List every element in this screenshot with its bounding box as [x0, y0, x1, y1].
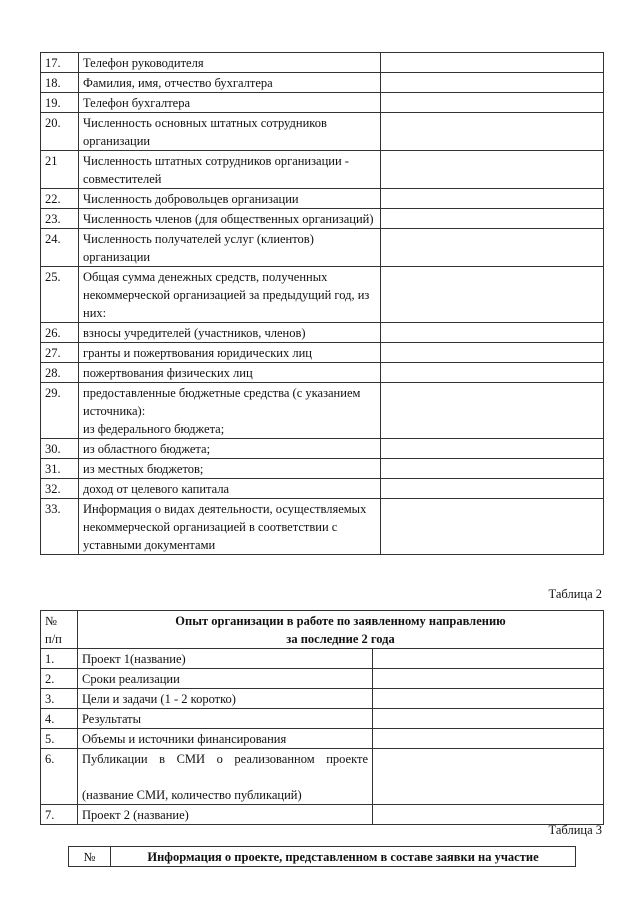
header-title-cell: Информация о проекте, представленном в составе заявки на участие [111, 847, 576, 867]
row-label [79, 499, 381, 555]
row-label [79, 151, 381, 189]
row-label-text: Телефон руководителя [83, 56, 204, 70]
row-value-field[interactable] [381, 343, 604, 363]
header-num-cell: № [69, 847, 111, 867]
header-num-cell [41, 611, 78, 649]
row-label-text: Информация о видах деятельности, осуществляемых некоммерческой организацией в соответствии с уставными документами [83, 502, 367, 552]
row-label-text-2: из федерального бюджета; [83, 422, 225, 436]
table-row [41, 729, 604, 749]
row-value-field[interactable] [381, 499, 604, 555]
header-title-line1: Опыт организации в работе по заявленному направлению [175, 614, 506, 628]
row-label-text: взносы учредителей (участников, членов) [83, 326, 306, 340]
row-value-field[interactable] [381, 479, 604, 499]
row-label [79, 479, 381, 499]
row-number: 33. [41, 499, 79, 555]
table-row [41, 113, 604, 151]
row-label-text: гранты и пожертвования юридических лиц [83, 346, 312, 360]
table-row [41, 805, 604, 825]
row-label-text: доход от целевого капитала [83, 482, 230, 496]
row-label [79, 459, 381, 479]
row-number: 17. [41, 53, 79, 73]
row-number: 24. [41, 229, 79, 267]
row-number: 28. [41, 363, 79, 383]
row-label-text: из областного бюджета; [83, 442, 211, 456]
row-label-text: Телефон бухгалтера [83, 96, 191, 110]
row-number: 7. [41, 805, 78, 825]
organization-info-table [40, 52, 604, 555]
row-value-field[interactable] [373, 749, 604, 805]
row-label-text: Проект 2 (название) [82, 808, 189, 822]
table-row [41, 189, 604, 209]
row-label [79, 229, 381, 267]
row-value-field[interactable] [381, 93, 604, 113]
table-header-row [69, 847, 576, 867]
row-number: 31. [41, 459, 79, 479]
row-label [79, 383, 381, 439]
row-label-text: Фамилия, имя, отчество бухгалтера [83, 76, 273, 90]
row-number: 6. [41, 749, 78, 805]
row-label-text: Численность членов (для общественных организаций) [83, 212, 374, 226]
table-header-row [41, 611, 604, 649]
row-number: 19. [41, 93, 79, 113]
row-number: 18. [41, 73, 79, 93]
row-label-text: Общая сумма денежных средств, полученных некоммерческой организацией за предыдущий год, из них: [83, 270, 370, 320]
row-number: 32. [41, 479, 79, 499]
row-label [79, 323, 381, 343]
table-row [41, 749, 604, 805]
row-number: 5. [41, 729, 78, 749]
table-row [41, 499, 604, 555]
row-label [78, 749, 373, 805]
row-label [78, 669, 373, 689]
table-row [41, 229, 604, 267]
row-label-text: Численность получателей услуг (клиентов) организации [83, 232, 314, 264]
table-row [41, 363, 604, 383]
row-label [79, 113, 381, 151]
table-row [41, 209, 604, 229]
row-value-field[interactable] [381, 53, 604, 73]
table-row [41, 151, 604, 189]
row-label-text: пожертвования физических лиц [83, 366, 253, 380]
table-row [41, 689, 604, 709]
row-label-text: Численность добровольцев организации [83, 192, 299, 206]
row-label-text: Численность штатных сотрудников организации - совместителей [83, 154, 349, 186]
row-number: 20. [41, 113, 79, 151]
row-label-text: предоставленные бюджетные средства (с указанием источника): [83, 386, 361, 418]
row-label-text: Проект 1(название) [82, 652, 186, 666]
table-row [41, 669, 604, 689]
row-number: 30. [41, 439, 79, 459]
row-label-text: из местных бюджетов; [83, 462, 204, 476]
row-label-text: Численность основных штатных сотрудников организации [83, 116, 327, 148]
row-value-field[interactable] [373, 649, 604, 669]
header-num-line2: п/п [45, 632, 62, 646]
row-label [78, 649, 373, 669]
row-label [79, 189, 381, 209]
table-row [41, 93, 604, 113]
table-row [41, 267, 604, 323]
row-number: 22. [41, 189, 79, 209]
table-row [41, 53, 604, 73]
row-label [79, 439, 381, 459]
header-title-cell [78, 611, 604, 649]
table-row [41, 323, 604, 343]
row-number: 21 [41, 151, 79, 189]
row-value-field[interactable] [373, 689, 604, 709]
row-label [79, 209, 381, 229]
row-label-text: Объемы и источники финансирования [82, 732, 287, 746]
row-value-field[interactable] [381, 189, 604, 209]
table-row [41, 649, 604, 669]
table2-caption: Таблица 2 [548, 587, 602, 601]
row-number: 25. [41, 267, 79, 323]
row-label-text: Результаты [82, 712, 142, 726]
table-row [41, 383, 604, 439]
row-number: 1. [41, 649, 78, 669]
table3-caption: Таблица 3 [548, 823, 602, 837]
row-value-field[interactable] [373, 669, 604, 689]
table-row [41, 73, 604, 93]
row-value-field[interactable] [381, 459, 604, 479]
row-label [79, 73, 381, 93]
row-label-text: Цели и задачи (1 - 2 коротко) [82, 692, 236, 706]
row-label-text-2: (название СМИ, количество публикаций) [82, 788, 302, 802]
experience-table [40, 610, 604, 825]
row-label [79, 93, 381, 113]
row-label [78, 709, 373, 729]
row-value-field[interactable] [381, 363, 604, 383]
table-row [41, 479, 604, 499]
row-number: 23. [41, 209, 79, 229]
header-title-line2: за последние 2 года [286, 632, 395, 646]
row-value-field[interactable] [381, 439, 604, 459]
row-label-text: Публикации в СМИ о реализованном проекте [82, 752, 368, 766]
row-value-field[interactable] [381, 151, 604, 189]
row-label [78, 689, 373, 709]
row-number: 2. [41, 669, 78, 689]
row-value-field[interactable] [381, 229, 604, 267]
row-value-field[interactable] [381, 323, 604, 343]
table-row [41, 709, 604, 729]
row-value-field[interactable] [373, 709, 604, 729]
table-row [41, 439, 604, 459]
row-number: 4. [41, 709, 78, 729]
row-label [79, 267, 381, 323]
project-info-table [68, 846, 576, 867]
row-value-field[interactable] [381, 209, 604, 229]
row-number: 3. [41, 689, 78, 709]
row-value-field[interactable] [381, 73, 604, 93]
row-number: 29. [41, 383, 79, 439]
table-row [41, 343, 604, 363]
row-label [78, 805, 373, 825]
header-num-line1: № [45, 614, 57, 628]
row-label [78, 729, 373, 749]
table-row [41, 459, 604, 479]
row-label [79, 343, 381, 363]
row-value-field[interactable] [381, 113, 604, 151]
row-value-field[interactable] [381, 267, 604, 323]
row-value-field[interactable] [381, 383, 604, 439]
row-label-text: Сроки реализации [82, 672, 180, 686]
row-value-field[interactable] [373, 729, 604, 749]
row-number: 26. [41, 323, 79, 343]
row-value-field[interactable] [373, 805, 604, 825]
row-label [79, 363, 381, 383]
row-number: 27. [41, 343, 79, 363]
row-label [79, 53, 381, 73]
